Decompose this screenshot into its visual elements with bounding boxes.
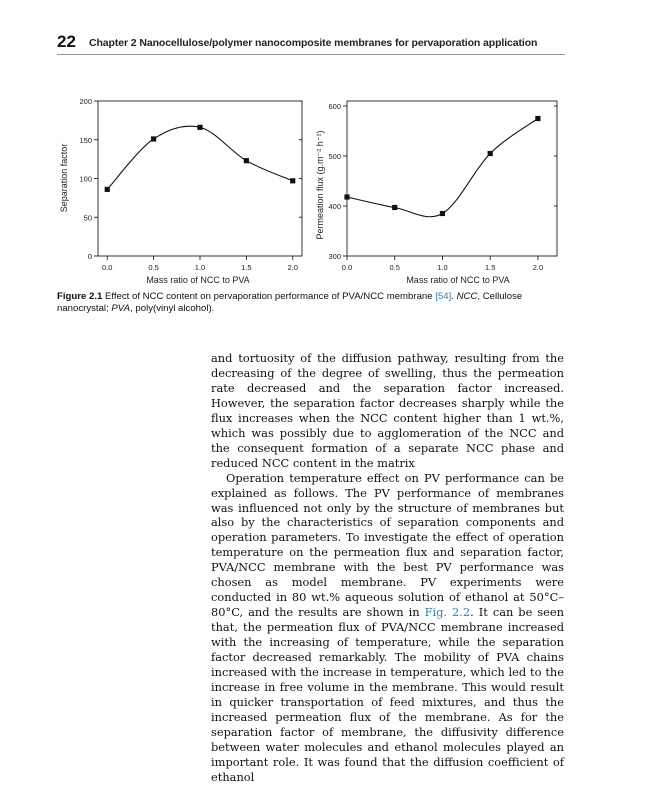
caption-abbr-ncc: NCC — [456, 291, 478, 302]
chart-permeation-flux — [315, 101, 557, 285]
chart-separation-factor — [59, 97, 302, 285]
data-point — [197, 125, 202, 130]
y-tick-label: 300 — [328, 252, 341, 261]
y-tick-label: 200 — [79, 97, 92, 106]
x-tick-label: 1.0 — [194, 263, 206, 272]
y-tick-label: 500 — [328, 152, 341, 161]
data-point — [535, 116, 540, 121]
data-point — [151, 136, 156, 141]
caption-abbr-pva: PVA — [111, 303, 131, 314]
y-tick-label: 600 — [328, 102, 341, 111]
caption-abbr-ncc-def: , Cellulose nanocrystal; — [57, 291, 523, 314]
chart-left-y-label: Separation factor — [59, 143, 69, 213]
data-point — [440, 211, 445, 216]
chart-right-frame — [347, 101, 557, 256]
figure-caption — [57, 291, 567, 315]
caption-text: Effect of NCC content on pervaporation performance of PVA/NCC membrane — [102, 291, 436, 302]
chart-left-x-label: Mass ratio of NCC to PVA — [146, 275, 250, 285]
caption-reference-link[interactable]: [54] — [435, 291, 452, 302]
x-tick-label: 2.0 — [287, 263, 298, 272]
y-tick-label: 400 — [328, 202, 341, 211]
chart-left-curve — [107, 126, 292, 189]
caption-abbr-pva-def: , poly(vinyl alcohol). — [130, 303, 215, 314]
chart-left-frame — [98, 101, 302, 256]
x-tick-label: 0.0 — [341, 263, 353, 272]
x-tick-label: 2.0 — [532, 263, 544, 272]
y-tick-label: 0 — [87, 252, 92, 261]
x-tick-label: 0.5 — [148, 263, 159, 272]
figure-label: Figure 2.1 — [57, 291, 103, 302]
y-tick-label: 150 — [79, 135, 92, 145]
paragraph-1: and tortuosity of the diffusion pathway, resulting from the decreasing of the degree of swelling, thus the permeation rate decreased and the separation factor increased. However, the separation factor decreases sharply while the flux increases when the NCC content higher than 1 wt.%, which was possibly due to agglomeration of the NCC and the consequent formation of a separate NCC phase and reduced NCC content in the matrix — [211, 351, 564, 470]
x-tick-label: 1.5 — [484, 263, 496, 272]
caption-separator: . — [451, 291, 457, 302]
data-point — [244, 158, 249, 163]
page-number: 22 — [57, 32, 76, 51]
chart-right-curve — [347, 119, 538, 217]
data-point — [105, 187, 110, 192]
running-head: Chapter 2 Nanocellulose/polymer nanocomposite membranes for pervaporation application — [89, 37, 538, 49]
x-tick-label: 0.5 — [389, 263, 400, 272]
data-point — [488, 151, 493, 156]
body-text — [211, 351, 564, 785]
x-tick-label: 1.5 — [241, 263, 252, 272]
chart-right-y-label: Permeation flux (g.m⁻² h⁻¹) — [315, 130, 325, 240]
chart-right-x-label: Mass ratio of NCC to PVA — [406, 275, 510, 285]
x-tick-label: 0.0 — [102, 263, 113, 272]
y-tick-label: 100 — [79, 174, 92, 184]
data-point — [392, 205, 397, 210]
data-point — [344, 194, 349, 199]
data-point — [290, 178, 295, 183]
figure-2-2-link[interactable]: Fig. 2.2 — [424, 605, 471, 620]
y-tick-label: 50 — [83, 213, 92, 223]
paragraph-2-text-b: . It can be seen that, the permeation flux of PVA/NCC membrane increased with the increasing of temperature, while the separation factor decreased remarkably. The mobility of PVA chains increased with the increase in temperature, which led to the increase in free volume in the membrane. This would result in quicker transportation of feed mixtures, and thus the increased permeation flux of the membrane. As for the separation factor of membrane, the diffusivity difference between water molecules and ethanol molecules played an important role. It was found that the diffusion coefficient of ethanol — [211, 605, 564, 784]
x-tick-label: 1.0 — [437, 263, 448, 272]
paragraph-2 — [211, 471, 564, 785]
paragraph-2-text-a: Operation temperature effect on PV performance can be explained as follows. The PV performance of membranes was influenced not only by the structure of membranes but also by the characteristics of separation components and operation parameters. To investigate the effect of operation temperature on the permeation flux and separation factor, PVA/NCC membrane with the best PV performance was chosen as model membrane. PV experiments were conducted in 80 wt.% aqueous solution of ethanol at 50°C–80°C, and the results are shown in — [211, 470, 564, 620]
